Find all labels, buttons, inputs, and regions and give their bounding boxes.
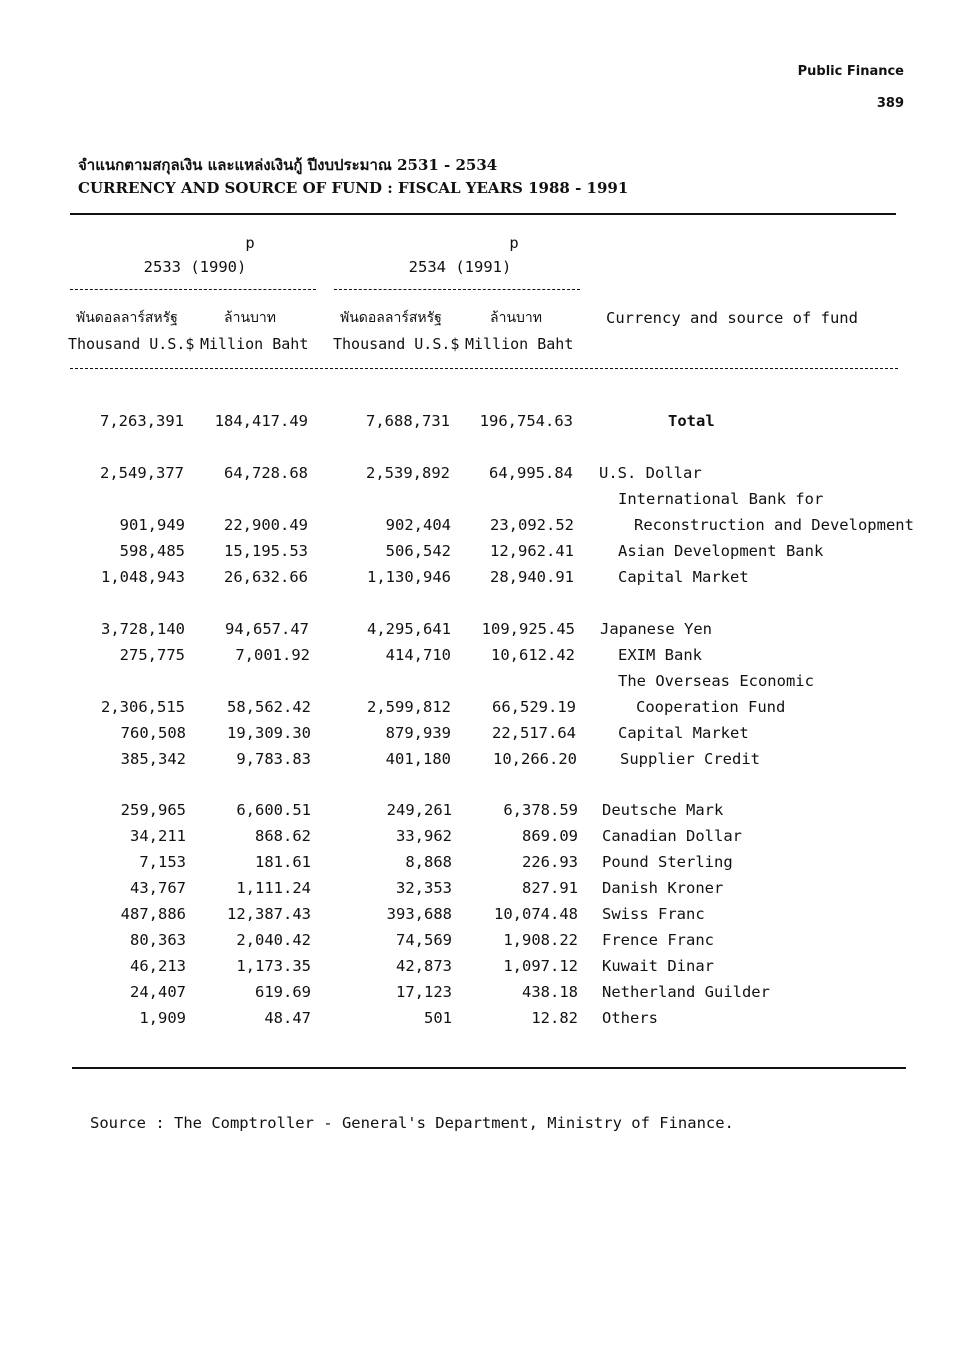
header-divider <box>70 368 898 369</box>
table-row <box>0 698 966 718</box>
cell-baht-1991: 438.18 <box>522 983 578 1001</box>
row-label: Danish Kroner <box>602 879 724 897</box>
group-underline-1990 <box>70 289 316 290</box>
cell-baht-1991: 1,908.22 <box>503 931 578 949</box>
group-year-1991: 2534 (1991) <box>408 258 512 276</box>
table-row <box>0 801 966 821</box>
cell-usd-1990: 2,306,515 <box>101 698 185 716</box>
table-row <box>0 490 966 510</box>
table-row <box>0 646 966 666</box>
source-note: Source : The Comptroller - General's Department, Ministry of Finance. <box>90 1114 734 1132</box>
page-number: 389 <box>876 96 904 111</box>
cell-baht-1991: 109,925.45 <box>481 620 575 638</box>
row-label: U.S. Dollar <box>599 464 702 482</box>
col-usd-thai-1991: พันดอลลาร์สหรัฐ <box>340 310 442 326</box>
cell-usd-1991: 393,688 <box>386 905 452 923</box>
group-mark-1990: p <box>245 234 255 252</box>
row-label: Capital Market <box>618 724 749 742</box>
table-row <box>0 620 966 640</box>
cell-usd-1991: 2,599,812 <box>367 698 451 716</box>
table-row <box>0 827 966 847</box>
cell-usd-1991: 42,873 <box>396 957 452 975</box>
col-baht-en-1991: Million Baht <box>465 335 574 353</box>
cell-usd-1990: 598,485 <box>119 542 185 560</box>
table-row <box>0 750 966 770</box>
cell-baht-1990: 64,728.68 <box>224 464 308 482</box>
table-row <box>0 931 966 951</box>
cell-usd-1991: 1,130,946 <box>367 568 451 586</box>
table-row <box>0 724 966 744</box>
cell-baht-1990: 2,040.42 <box>236 931 311 949</box>
cell-usd-1990: 259,965 <box>120 801 186 819</box>
row-label: Swiss Franc <box>602 905 705 923</box>
cell-baht-1991: 827.91 <box>522 879 578 897</box>
cell-baht-1991: 6,378.59 <box>503 801 578 819</box>
cell-baht-1991: 10,266.20 <box>493 750 577 768</box>
col-baht-en-1990: Million Baht <box>200 335 309 353</box>
group-year-1990: 2533 (1990) <box>143 258 247 276</box>
cell-usd-1991: 401,180 <box>385 750 451 768</box>
col-baht-thai-1991: ล้านบาท <box>490 310 542 326</box>
cell-usd-1990: 80,363 <box>130 931 186 949</box>
section-header: Public Finance <box>797 64 904 79</box>
cell-baht-1991: 869.09 <box>522 827 578 845</box>
cell-baht-1991: 28,940.91 <box>490 568 574 586</box>
row-label: Netherland Guilder <box>602 983 770 1001</box>
row-label: Cooperation Fund <box>636 698 786 716</box>
cell-usd-1990: 7,153 <box>139 853 186 871</box>
row-label: Total <box>668 412 715 430</box>
table-row <box>0 957 966 977</box>
row-label: Kuwait Dinar <box>602 957 714 975</box>
cell-usd-1991: 32,353 <box>396 879 452 897</box>
cell-baht-1990: 12,387.43 <box>227 905 311 923</box>
cell-usd-1990: 46,213 <box>130 957 186 975</box>
cell-baht-1990: 1,111.24 <box>236 879 311 897</box>
cell-usd-1990: 487,886 <box>120 905 186 923</box>
cell-usd-1990: 385,342 <box>120 750 186 768</box>
cell-baht-1990: 184,417.49 <box>214 412 308 430</box>
col-usd-thai-1990: พันดอลลาร์สหรัฐ <box>76 310 178 326</box>
col-baht-thai-1990: ล้านบาท <box>224 310 276 326</box>
cell-baht-1991: 23,092.52 <box>490 516 574 534</box>
cell-baht-1991: 64,995.84 <box>489 464 573 482</box>
table-row <box>0 879 966 899</box>
cell-usd-1991: 506,542 <box>385 542 451 560</box>
row-label: The Overseas Economic <box>618 672 814 690</box>
row-label: Reconstruction and Development <box>634 516 914 534</box>
cell-usd-1991: 8,868 <box>405 853 452 871</box>
cell-baht-1990: 619.69 <box>255 983 311 1001</box>
table-row <box>0 516 966 536</box>
cell-usd-1991: 33,962 <box>396 827 452 845</box>
row-label: Asian Development Bank <box>618 542 824 560</box>
cell-baht-1990: 19,309.30 <box>227 724 311 742</box>
cell-baht-1990: 181.61 <box>255 853 311 871</box>
group-mark-1991: p <box>509 234 519 252</box>
row-label: EXIM Bank <box>618 646 702 664</box>
row-label: Frence Franc <box>602 931 714 949</box>
table-row <box>0 464 966 484</box>
cell-usd-1990: 275,775 <box>119 646 185 664</box>
col-description-header: Currency and source of fund <box>606 309 858 327</box>
cell-baht-1990: 868.62 <box>255 827 311 845</box>
row-label: Supplier Credit <box>620 750 760 768</box>
cell-usd-1991: 501 <box>424 1009 452 1027</box>
table-row <box>0 672 966 692</box>
cell-baht-1991: 10,612.42 <box>491 646 575 664</box>
cell-usd-1991: 414,710 <box>385 646 451 664</box>
col-usd-en-1991: Thousand U.S.$ <box>333 335 460 353</box>
bottom-rule <box>72 1067 906 1069</box>
cell-usd-1990: 2,549,377 <box>100 464 184 482</box>
cell-usd-1991: 17,123 <box>396 983 452 1001</box>
cell-usd-1990: 1,048,943 <box>101 568 185 586</box>
cell-baht-1991: 66,529.19 <box>492 698 576 716</box>
cell-usd-1991: 2,539,892 <box>366 464 450 482</box>
cell-usd-1991: 879,939 <box>385 724 451 742</box>
row-label: Pound Sterling <box>602 853 733 871</box>
row-label: International Bank for <box>618 490 824 508</box>
cell-usd-1991: 902,404 <box>385 516 451 534</box>
cell-baht-1991: 12,962.41 <box>490 542 574 560</box>
cell-usd-1991: 4,295,641 <box>367 620 451 638</box>
cell-baht-1990: 58,562.42 <box>227 698 311 716</box>
cell-usd-1990: 24,407 <box>130 983 186 1001</box>
top-rule <box>70 213 896 215</box>
table-row <box>0 1009 966 1029</box>
cell-baht-1991: 196,754.63 <box>479 412 573 430</box>
table-row <box>0 568 966 588</box>
title-thai: จำแนกตามสกุลเงิน และแหล่งเงินกู้ ปีงบประมาณ 2531 - 2534 <box>78 156 498 174</box>
table-row <box>0 853 966 873</box>
cell-usd-1990: 760,508 <box>120 724 186 742</box>
row-label: Japanese Yen <box>600 620 712 638</box>
cell-baht-1991: 226.93 <box>522 853 578 871</box>
row-label: Canadian Dollar <box>602 827 742 845</box>
row-label: Capital Market <box>618 568 749 586</box>
cell-usd-1990: 34,211 <box>130 827 186 845</box>
cell-baht-1991: 1,097.12 <box>503 957 578 975</box>
cell-usd-1990: 901,949 <box>119 516 185 534</box>
cell-baht-1991: 12.82 <box>531 1009 578 1027</box>
cell-baht-1990: 94,657.47 <box>225 620 309 638</box>
cell-baht-1990: 22,900.49 <box>224 516 308 534</box>
cell-usd-1991: 249,261 <box>386 801 452 819</box>
cell-usd-1990: 43,767 <box>130 879 186 897</box>
cell-baht-1990: 15,195.53 <box>224 542 308 560</box>
cell-baht-1990: 7,001.92 <box>235 646 310 664</box>
row-label: Deutsche Mark <box>602 801 724 819</box>
cell-usd-1991: 74,569 <box>396 931 452 949</box>
cell-baht-1990: 9,783.83 <box>236 750 311 768</box>
cell-usd-1990: 3,728,140 <box>101 620 185 638</box>
cell-baht-1991: 22,517.64 <box>492 724 576 742</box>
table-row <box>0 983 966 1003</box>
col-usd-en-1990: Thousand U.S.$ <box>68 335 195 353</box>
cell-baht-1990: 48.47 <box>264 1009 311 1027</box>
cell-baht-1990: 1,173.35 <box>236 957 311 975</box>
cell-baht-1991: 10,074.48 <box>494 905 578 923</box>
table-row <box>0 542 966 562</box>
cell-usd-1990: 7,263,391 <box>100 412 184 430</box>
title-english: CURRENCY AND SOURCE OF FUND : FISCAL YEARS 1988 - 1991 <box>78 179 629 197</box>
cell-usd-1991: 7,688,731 <box>366 412 450 430</box>
table-row <box>0 905 966 925</box>
cell-baht-1990: 26,632.66 <box>224 568 308 586</box>
cell-baht-1990: 6,600.51 <box>236 801 311 819</box>
row-label: Others <box>602 1009 658 1027</box>
cell-usd-1990: 1,909 <box>139 1009 186 1027</box>
table-row <box>0 412 966 432</box>
group-underline-1991 <box>334 289 580 290</box>
